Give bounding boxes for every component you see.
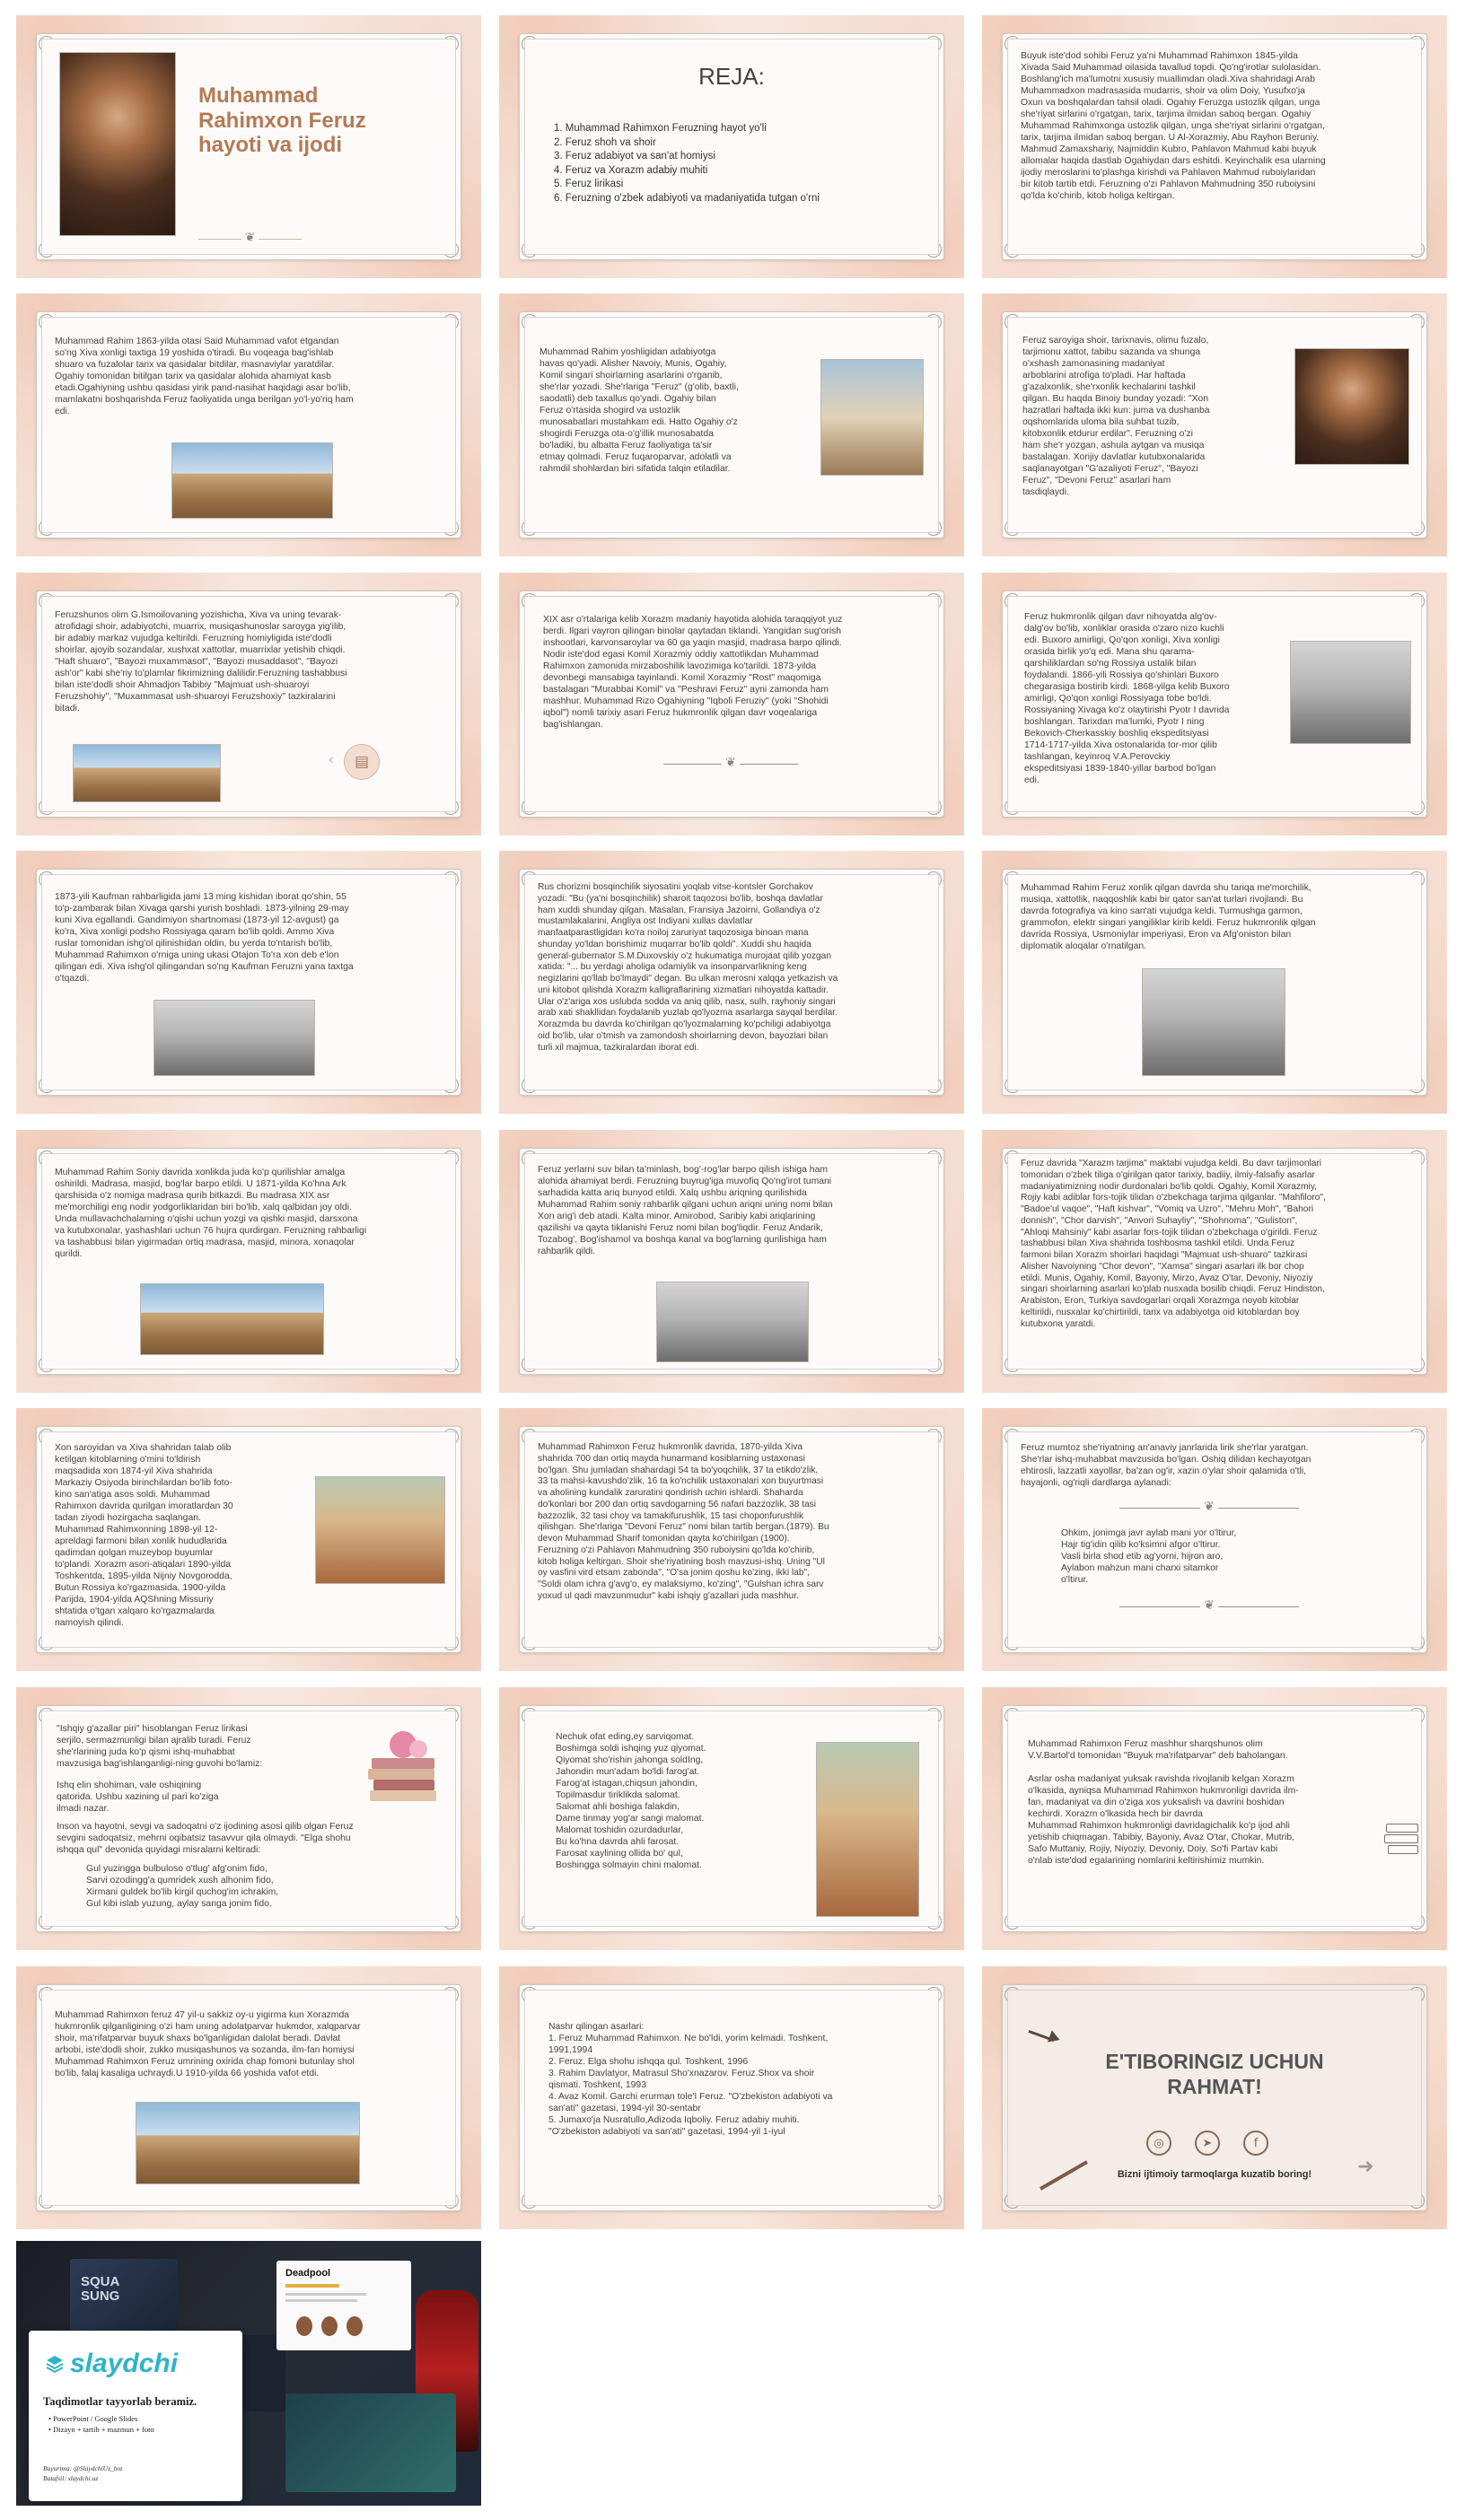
body-text: Feruz yerlarni suv bilan ta'minlash, bog'-rog'lar barpo qilish ishiga ham alohida ahamiyat berdi. Feruzning buyrug'iga muvofiq Qo'ng'irot tumani sarhadida katta ariq bunyod etildi. Xalq ushbu ariqning qurilishida Muhammad Rahim soniy rahbarlik qilgani uchun ariqni uning nomi bilan Xon arig'i deb atadi. Kalta minor, Amirobod, Saribiy kabi ariqlarining qazilishi va qayta tiklanishi Feruz nomi bilan bog'liqdir. Feruz Andarik, Tozabog', Bog'ishamol va boshqa kanal va bog'larning qurilishiga ham rahbarlik qildi.	[538, 1165, 833, 1256]
woman-painting-image	[816, 1742, 919, 1917]
preview-slide-text: SQUA SUNG	[81, 2274, 120, 2304]
body-text: Muhammad Rahimxon Feruz mashhur sharqshunos olim V.V.Bartol'd tomonidan "Buyuk ma'rifatparvar" deb baholangan. Asrlar osha madaniyat yuksak ravishda rivojlanib kelgan Xorazm o'lkasida, ayniqsa Muhammad Rahimxon hukmronligi davrida ilm- fan, madaniyat va din o'ziga xos yuksalish va davrini boshidan kechirdi. Xorazm o'lkasida hech bir davrda Muhammad Rahimxon hukmronligi davridagichalik ko'p ijod ahli yetishib chiqmagan. Tabibiy, Bayoniy, Avaz O'tar, Chokar, Mutrib, Safo Muttaniy, Rojiy, Niyoziy, Devoniy, Doiy, So'fi Partav kabi o'nlab iste'dod egalarining nomlarini keltirishimiz mumkin.	[1028, 1739, 1299, 1866]
slide-biography	[982, 15, 1447, 278]
presentation-title: Muhammad Rahimxon Feruz hayoti va ijodi	[198, 83, 366, 158]
ad-card	[29, 2331, 242, 2501]
slide-card	[36, 869, 461, 1096]
khiva-minaret-image	[73, 744, 221, 802]
body-text: 1873-yili Kaufman rahbarligida jami 13 ming kishidan iborat qo'shin, 55 to'p-zambarak bilan Xivaga qarshi yurish boshladi. 1873-yilning 29-may kuni Xiva egallandi. Gandimiyon shartnomasi (1873-yil 12-avgust) ga ko'ra, Xiva xonligi podsho Rossiyaga qaram bo'lib qoldi. Ammo Xiva ruslar tomonidan ishg'ol qilinishidan oldin, bu yerda to'ntarish bo'lib, Muhammad Rahimxon o'rniga uning ukasi Otajon To'ra xon deb e'lon qilingan edi. Xiva ishg'ol qilingandan so'ng Kaufman Feruzni yana taxtga o'tqazdi.	[55, 892, 354, 984]
ad-headline: Taqdimotlar tayyorlab beramiz.	[43, 2395, 197, 2408]
book-stack-icon	[1384, 1818, 1422, 1859]
avatar	[321, 2316, 338, 2336]
body-text: Muhammad Rahimxon feruz 47 yil-u sakkiz oy-u yigirma kun Xorazmda hukmronlik qilganligining o'zi ham uning adolatparvar hukmdor, xalqparvar shoir, ma'rifatparvar buyuk shaxs bo'lganligidan dalolat beradi. Davlat arbobi, iste'dodli shoir, zukko musiqashunos va sozanda, ilm-fan homiysi Muhammad Rahimxon Feruz umrining oxirida chap fomoni butunlay shol bo'lib, falaj kasaliga uchraydi.U 1910-yilda 66 yoshida vafot etdi.	[55, 2010, 361, 2078]
body-text: Muhammad Rahim Feruz xonlik qilgan davrda shu tariqa me'morchilik, musiqa, xattotlik, naqqoshlik kabi bir qator san'at turlari rivojlandi. Bu davrda fotografiya va kino san'ati vujudga keldi. Turmushga garmon, grammofon, elektr singari yangiliklar kirib keldi. Feruz hukmronlik qilgan davrida Rossiya, Usmoniylar imperiyasi, Eron va Afg'oniston bilan diplomatik aloqalar o'rnatilgan.	[1021, 883, 1316, 951]
slide-throne	[16, 293, 481, 556]
preview-slide-deadpool	[276, 2261, 411, 2350]
facebook-icon[interactable]: f	[1243, 2131, 1268, 2156]
slide-card	[519, 591, 944, 818]
slide-card	[1002, 311, 1427, 538]
slide-lyrics	[982, 1408, 1447, 1671]
ad-banner	[16, 2241, 481, 2506]
body-text: Xon saroyidan va Xiva shahridan talab olib ketilgan kitoblarning o'mini to'ldirish maqsadida xon 1874-yil Xiva shahrida Markaziy Osiyoda birinchilardan bo'lib foto- kino san'atiga asos soldi. Muhammad Rahimxon davrida qurilgan imoratlardan 30 tadan ziyodi hozirgacha saqlangan. Muhammad Rahimxonning 1898-yil 12- apreldagi farmoni bilan xonlik hududlarida qadimdan qolgan muzeybop buyumlar to'plandi. Xorazm asori-atiqalari 1890-yilda Toshkentda, 1895-yilda Nijniy Novgorodda, Butun Rossiya ko'rgazmasida, 1900-yilda Parijda, 1904-yilda AQShning Missuriy shtatida o'tgan xalqaro ko'rgazmalarda namoyish qilindi.	[55, 1443, 233, 1628]
slide-death	[16, 1966, 481, 2229]
slide-court	[982, 293, 1447, 556]
slide-gorchakov	[499, 851, 964, 1114]
slide-card	[519, 1705, 944, 1932]
body-text: XIX asr o'rtalariga kelib Xorazm madaniy hayotida alohida taraqqiyot yuz berdi. Ilgari vayron qilingan binolar qaytadan tiklandi. Yangidan sug'orish inshootlari, karvonsaroylar va 60 ga yaqin masjid, madrasa barpo qilindi. Nodir iste'dod egasi Komil Xorazmiy oddiy xattotlikdan Muhammad Rahimxon zamonida mirzaboshilik lavozimiga ko'tarildi. 1873-yilda devonbegi mansabiga tayinlandi. Komil Xorazmiy "Rost" maqomiga bastalagan "Murabbai Komil" va "Peshravi Feruz" ayni zamonda ham mashhur. Muhammad Rizo Ogahiyning "Iqboli Feruziy" (yoki "Shohidi iqbol") nomli tarixiy asari Feruz hukmronlik qilgan davr voqealariga bag'ishlangan.	[543, 615, 843, 730]
ad-bullets	[48, 2413, 154, 2436]
slide-card	[36, 33, 461, 260]
slide-youth	[499, 293, 964, 556]
slide-card	[1002, 33, 1427, 260]
slide-card	[1002, 591, 1427, 818]
slide-card	[36, 1984, 461, 2211]
slide-card	[519, 1426, 944, 1653]
preview-slide	[285, 2393, 456, 2492]
slide-card	[1002, 1148, 1427, 1375]
avatar	[296, 2316, 312, 2336]
slide-card	[519, 1984, 944, 2211]
mosque-photo-image	[656, 1282, 809, 1362]
telegram-icon[interactable]: ➤	[1195, 2131, 1220, 2156]
portrait-image	[59, 52, 176, 236]
thanks-title: E'TIBORINGIZ UCHUN RAHMAT!	[1105, 2050, 1324, 2098]
madrasa-painting-image	[315, 1476, 445, 1584]
ad-bullet: • PowerPoint / Google Slides	[48, 2414, 138, 2423]
ad-footer	[43, 2463, 122, 2484]
slide-card	[519, 311, 944, 538]
preview-slide-title: Deadpool	[285, 2268, 331, 2279]
avatar	[347, 2316, 363, 2336]
logo-icon	[45, 2354, 65, 2374]
body-text: Feruz saroyiga shoir, tarixnavis, olimu fuzalo, tarjimonu xattot, tabibu sazanda va shunga o'xshash zamonasining madaniyat arboblarini atrofiga to'pladi. Har haftada g'azalxonlik, she'rxonlik kechalarini tashkil qilgan. Bu haqda Binoiy bunday yozadi: "Xon hazratlari haftada ikki kun: juma va dushanba oqshomlarida uloma bila suhbat tuzib, kitobxonlik etdurur erdilar". Feruzning o'zi ham she'r yozgan, ashula aytgan va musiqa bastalagan. Xorijiy davlatlar kutubxonalarida saqlanayotgan "G'azaliyoti Feruz", "Bayozi Feruz", "Devoni Feruz" asarlari ham tasdiqlaydi.	[1022, 336, 1210, 497]
slide-literary-center	[16, 573, 481, 836]
body-text: Feruz hukmronlik qilgan davr nihoyatda alg'ov- dalg'ov bo'lib, xonliklar orasida o'zaro nizo kuchli edi. Buxoro amirligi, Qo'qon xonligi, Xiva xonligi orasida birlik yo'q edi. Mana shu qarama- qarshiliklardan so'ng Rossiya ustalik bilan foydalandi. 1866-yili Rossiya qo'shinlari Buxoro chegarasiga bostirib kirdi. 1868-yilga kelib Buxoro amirligi, Qo'qon xonligi Rossiyaga tobe bo'ldi. Rossiyaning Xivaga ko'z olaytirishi Pyotr I davrida boshlangan. Tarixdan ma'lumki, Pyotr I ning Bekovich-Cherkasskiy boshliq ekspeditsiyasi 1714-1717-yilda Xiva ostonalarida tor-mor qilib tashlangan, keyinroq V.A.Perovckiy ekspeditsiyasi 1839-1840-yillar barbod bo'lgan edi.	[1024, 612, 1230, 785]
slide-card	[519, 869, 944, 1096]
slide-crafts	[499, 1408, 964, 1671]
fortress-engraving-image	[1290, 641, 1411, 744]
slide-card	[519, 1148, 944, 1375]
plan-item: 4. Feruz va Xorazm adabiy muhiti	[554, 164, 708, 176]
slide-card	[1002, 1984, 1427, 2211]
slide-construction	[16, 1130, 481, 1393]
slide-card	[36, 1426, 461, 1653]
feruz-portrait-image	[1294, 348, 1409, 465]
plan-title: REJA:	[698, 63, 765, 90]
poet-portrait-image	[820, 359, 924, 476]
body-text: Buyuk iste'dod sohibi Feruz ya'ni Muhammad Rahimxon 1845-yilda Xivada Said Muhammad oilasida tavallud topdi. Qo'ng'irotlar sulolasidan. Boshlang'ich ma'lumotni xususiy muallimdan oladi.Xiva shahridagi Arab Muhammadxon madrasasida mudarris, shoir va olim Doiy, Yusufxo'ja Oxun va boshqalardan tahsil oladi. Ogahiy Feruzga ustozlik qilgan, unga she'riyat sirlarini o'rgatgan, tarix, tarjima ilmidan saboq bergan. Ogahiy Muhammad Rahimxonga ustozlik qilgan, unga she'riyat sirlarini o'rgatgan, tarix, tarjima ilmidan saboq bergan. U Al-Xorazmiy, Abu Rayhon Beruniy, Mahmud Zamaxshariy, Najmiddin Kubro, Pahlavon Mahmud kabi buyuk allomalar haqida dastlab Ogahiydan dars eshitdi. Keyinchalik esa ularning ijodiy meroslarini to'plashga kirishdi va Pahlavon Mahmud ruboiylaridan bir kitob tartib etdi. Feruzning o'zi Pahlavon Mahmudning 350 ruboiysini qo'lda ko'chirib, kitob holiga keltirgan.	[1021, 51, 1326, 201]
body-text: Feruz mumtoz she'riyatning an'anaviy janrlarida lirik she'rlar yaratgan. She'rlar ishq-muhabbat mavzusida bo'lgan. Oshiq dilidan kechayotgan ehtirosli, lazzatli xayollar, ba'zan og'ir, xazin o'ylar shoir qalamida o'tli, hayajonli, og'riqli dardlarga aylanadi:	[1021, 1443, 1311, 1488]
slide-card	[36, 591, 461, 818]
plan-item: 3. Feruz adabiyot va san'at homiysi	[554, 151, 715, 162]
body-text: "Ishqiy g'azallar piri" hisoblangan Feruz lirikasi serjilo, sermazmunligi bilan ajralib turadi. Feruz she'rlarining juda ko'p qismi ishq-muhabbat mavzusiga bag'ishlanganligi-ning guvohi bo'lamiz:	[57, 1724, 263, 1769]
ad-contact-bot[interactable]: Buyurtma: @SlaydchiUz_bot	[43, 2464, 123, 2472]
slide-card	[1002, 869, 1427, 1096]
slide-photo-cinema	[16, 1408, 481, 1671]
slide-card	[36, 1148, 461, 1375]
slide-poem	[499, 1687, 964, 1950]
slide-irrigation	[499, 1130, 964, 1393]
books-flowers-illustration	[364, 1722, 441, 1807]
slide-thanks	[982, 1966, 1447, 2229]
slide-reja	[499, 15, 964, 278]
slide-card	[519, 33, 944, 260]
document-icon: ▤	[344, 744, 380, 780]
slide-translation-school	[982, 1130, 1447, 1393]
ornament-divider	[663, 764, 798, 765]
slide-love-lyrics	[16, 1687, 481, 1950]
slide-bartold	[982, 1687, 1447, 1950]
slide-card	[36, 1705, 461, 1932]
plan-item: 2. Feruz shoh va shoir	[554, 136, 656, 148]
arrow-icon	[1028, 2028, 1064, 2043]
body-text: Muhammad Rahim Soniy davrida xonlikda juda ko'p qurilishlar amalga oshirildi. Madrasa, masjid, bog'lar barpo etildi. U 1871-yilda Ko'hna Ark qarshisida o'z nomiga madrasa qurib bitkazdi. Bu madrasa XIX asr me'morchiligi eng nodir yodgorliklaridan biri bo'lib, xalq qalbidan joy oldi. Unda mullavachchalarning o'qishi uchun yozgi va qishki masjid, darsxona va kutubxonalar, yashashlari uchun 76 hujra qurdirgan. Feruzning rahbarligi va tashabbusi bilan yigirmadan ortiq madrasa, masjid, minora, xonaqolar qurildi.	[55, 1168, 367, 1259]
body-text: Rus chorizmi bosqinchilik siyosatini yoqlab vitse-kontsler Gorchakov yozadi: "Bu (ya'ni bosqinchilik) sharoit taqozosi bo'lib, boshqa davlatlar ham xuddi shunday qilgan. Masalan, Fransiya Jazoirni, Gollandiya o'z mustamlakalarini, Angliya ost Indiyani xullas davlatlar manfaatparastligidan ko'ra noiloj zaruriyat taqozosiga binoan mana shunday yo'ldan borishimiz muqarrar bo'lib qoldi". Xuddi shu haqida general-gubernator S.M.Duxovskiy o'z hukumatiga murojaat qilib yozgan xatida: "... bu yerdagi aholiga odamiylik va insonparvarlikning keng negizlarini qo'llab bo'lmaydi" degan. Bu ulkan merosni xalqqa yetkazish va uni kitobot qilishda Xorazm kalligraflarining xizmatlari nihoyatda kattadir. Ular o'z'ariga xos uslubda sodda va aniq qilib, nasx, sulh, rayhoniy singari arab xati shakllidan foydalanib yuzlab qo'lyozma asarlarga sayqal berdilar. Xorazmda bu davrda ko'chirilgan qo'lyozmalarning ko'pchiligi adabiyotga oid bo'lib, ular o'tmish va zamondosh shoirlarning devon, bayozlari bilan turli xil majmua, tazkiralardan iborat edi.	[538, 882, 838, 1053]
instagram-icon[interactable]: ◎	[1146, 2131, 1171, 2156]
plan-item: 6. Feruzning o'zbek adabiyoti va madaniyatida tutgan o'rni	[554, 192, 820, 204]
khiva-panorama-image	[140, 1283, 324, 1355]
ornament-divider	[1119, 1606, 1299, 1607]
ad-contact-site[interactable]: Batafsil: slaydchi.uz	[43, 2474, 99, 2483]
body-text: Inson va hayotni, sevgi va sadoqatni o'z ijodining asosi qilib olgan Feruz sevgini sadoqatsiz, mehrni oqibatsiz tasavvur qila olmaydi. "Elga shohu ishqqa qul" devonida quyidagi misralarni keltiradi:	[57, 1822, 354, 1855]
poem-text: Nechuk ofat eding,ey sarviqomat. Boshimga soldi ishqing yuz qiyomat. Qiyomat sho'rishin jahonga soldIng, Jahondin mun'adam bo'ldi farog'at. Farog'at istagan,chiqsun jahondin, Topilmasdur tiriklikda salomat. Salomat ahli boshiga falakdin, Dame tinmay yog'ar sangi malomat. Malomat toshidin ozurdadurlar, Bu ko'hna davrda ahli farosat. Farosat xaylining ollida bo' qul, Boshingga solmayin chini malomat.	[556, 1732, 706, 1870]
khiva-wall-image	[136, 2102, 360, 2184]
khiva-city-image	[171, 442, 333, 519]
slide-card	[1002, 1705, 1427, 1932]
slide-russian-conquest	[982, 573, 1447, 836]
body-text: Muhammad Rahimxon Feruz hukmronlik davrida, 1870-yilda Xiva shahrida 700 dan ortiq mayda hunarmand kosiblarning ustaxonasi bo'lgan. Shu jumladan shahardagi 54 ta bo'yoqchilik, 37 ta etikdo'zlik, 33 ta mahsi-kavushdo'zlik, 16 ta ko'nchilik ustaxonalari xon buyurtmasi va aholining kundalik zaruratini qondirish uchin ishlardi. Shaharda do'konlari bor 200 dan ortiq savdogarning 56 nafari bazzozlik, 38 tasi bazzozlik, 32 tasi choy va tamakifurushlik, 15 tasi choponfurushlik qilishgan. She'rlariga "Devoni Feruz" nomi bilan tartib bergan.(1879). Bu devon Muhammad Sharif tomonidan qayta ko'chirilgan (1900). Feruzning o'zi Pahlavon Mahmudning 350 ruboiysini qo'lda ko'chirib, kitob holiga keltirgan. Shoir she'riyatining bosh mavzusi-ishq. Uning "Ul oy vasfini vird etsam zabonda", "O'sa jonim qoshu ko'zing, ikki lab", "Soldi olam ichra g'avg'o, ey malaksiymo, ko'zing", "Gulshan ichra sarv yoxud ul qadi mavzunmudur" kabi ishqiy g'azallari juda mashhur.	[538, 1442, 829, 1601]
divider-line	[198, 239, 302, 240]
slide-card	[1002, 1426, 1427, 1653]
poem-text: Gul yuzingga bulbuloso o'tlug' afg'onim fido, Sarvi ozodingg'a qumridek xush alhonim fido, Xirmani guldek bo'lib kirgil quchog'im ichrakim, Gul kibi islab yuzung, aylay sanga jonim fido.	[86, 1864, 279, 1909]
brand-logo: slaydchi	[70, 2349, 179, 2378]
ad-bullet: • Dizayn + tartib + mazmun + foto	[48, 2425, 154, 2435]
body-text: Muhammad Rahim 1863-yilda otasi Said Muhammad vafot etgandan so'ng Xiva xonligi taxtiga 19 yoshida o'tiradi. Bu voqeaga bag'ishlab shuaro va fuzalolar tarix va qasidalar bitdilar, masnaviylar yaratdilar. Ogahiy tomonidan bitilgan tarix va qasidalar alohida ahamiyat kasb etadi.Ogahiyning ushbu qasidasi yirik pand-nasihat haqidagi asar bo'lib, mamlakatni boshqarishda Feruz faoliyatida unga berilgan yo'l-yo'riq ham edi.	[55, 337, 354, 416]
plan-list	[554, 122, 820, 206]
thanks-subtitle: Bizni ijtimoiy tarmoqlarga kuzatib boring!	[1117, 2169, 1312, 2180]
body-text: Feruz davrida "Xarazm tarjima" maktabi vujudga keldi. Bu davr tarjimonlari tomonidan o'zbek tiliga o'girilgan qator tarixiy, badiiy, ilmiy-falsafiy asarlar madaniyatimizning nodir durdonalari bo'lib qoldi. Ogahiy, Komil Xorazmiy, Rojiy kabi adiblar fors-tojik tilidan o'zbekchaga tarjima qilganlar. "Mahfiloro", "Badoe'ul vaqoe", "Haft kishvar", "Vomiq va Uzro", "Mehru Moh", "Bahori donnish", "Chor darvish", "Anvori Suhayliy", "Shohnoma", "Guliston", "Ahloqi Mahsiniy" kabi asarlar fors-tojik tilidan o'zbekchaga o'girildi. Feruz tashabbusi bilan Xiva shahrida toshbosma tashkil etildi. Unda Feruz farmoni bilan Xorazm shoirlari haqidagi "Majmuat ush-shuaro" tazkirasi Alisher Navoiyning "Chor devon", "Xamsa" singari asarlari ilk bor chop etildi. Munis, Ogahiy, Komil, Bayoniy, Mirzo, Avaz O'tar, Devoniy, Niyoziy singari shoirlarning asarlari ko'plab nusxada bosilib chiqdi. Feruz Hindiston, Arabiston, Eron, Turkiya savdogarlari orqali Xorazmga noyob kitoblar keltirildi, nusxalar ko'chirtirildi, tarix va adabiyotga oid kitoblardan boy kutubxona yaratdi.	[1021, 1159, 1326, 1329]
slide-publications	[499, 1966, 964, 2229]
plan-item: 1. Muhammad Rahimxon Feruzning hayot yo'li	[554, 123, 767, 134]
body-text: Muhammad Rahim yoshligidan adabiyotga havas qo'yadi. Alisher Navoiy, Munis, Ogahiy, Komil singari shoirlarning asarlarini o'rganib, she'rlar yozadi. She'rlariga "Feruz" (g'olib, baxtli, saodatli) deb taxallus qo'yadi. Ogahiy bilan Feruz o'rtasida shogird va ustozlik munosabatlari mustahkam edi. Hatto Ogahiy o'z shogirdi Feruzga ota-o'g'illik munosabatda bo'ladiki, bu albatta Feruz faoliyatiga ta'sir etmay qolmadi. Feruz fuqaroparvar, adolatli va rahmdil shohlardan biri sifatida talqin etiladilar.	[540, 347, 739, 474]
slide-card	[36, 311, 461, 538]
khiva-engraving-image	[154, 1000, 315, 1076]
poem-text: Ishq elin shohiman, vale oshiqining qatorida. Ushbu xazining ul pari ko'ziga ilmadi nazar.	[57, 1781, 219, 1814]
body-text: Feruzshunos olim G.Ismoilovaning yozishicha, Xiva va uning tevarak- atrofidagi shoir, adabiyotchi, muarrix, musiqashunoslar saroyga yig'ilib, bir adabiy markaz vujudga keltirildi. Feruzning homiyligida iste'dodli shoirlar, ajoyib sozandalar, xushxat xattotlar, muarrixlar yetishib chiqdi. "Haft shuaro", "Bayozi muxammasot", "Bayozi musaddasot", "Bayozi ash'or" kabi she'riy to'plamlar fikrimizning dalilidir.Feruzning tashabbusi bilan iste'dodli shoir Ahmadjon Tabibiy "Majmuat ush-shuaroyi Feruzshohiy", "Muxammasat ush-shuaroyi Feruzshoxiy" tazkiralarini bitadi.	[55, 610, 347, 713]
plan-item: 5. Feruz lirikasi	[554, 179, 624, 190]
chevron-left-icon: ‹	[329, 753, 334, 767]
body-text: Nashr qilingan asarlari: 1. Feruz Muhammad Rahimxon. Ne bo'ldi, yorim kelmadi. Toshkent, 1991,1994 2. Feruz. Elga shohu ishqqa qul. Toshkent, 1996 3. Rahim Davlatyor, Matrasul Sho'xnazarov. Feruz.Shox va shoir qismati. Toshkent, 1993 4. Avaz Komil. Garchi erurman tole'I Feruz. "O'zbekiston adabiyoti va san'ati" gazetasi, 1994-yil 30-sentabr 5. Jumaxo'ja Nusratullo,Adizoda Iqboliy. Feruz adabiy muhiti. "O'zbekiston adabiyoti va san'ati" gazetasi, 1994-yil 1-iyul	[548, 2022, 833, 2137]
arrow-right-icon: ➜	[1357, 2156, 1374, 2178]
slide-arts	[982, 851, 1447, 1114]
poem-text: Ohkim, jonimga javr aylab mani yor o'ltirur, Hajr tig'idin qilib ko'ksimni afgor o'ltirur. Vasli birla shod etib ag'yorni, hijron aro, Aylabon mahzun mani charxi sitamkor o'ltirur.	[1061, 1528, 1237, 1585]
slide-kaufman	[16, 851, 481, 1114]
city-gate-image	[1142, 968, 1285, 1076]
ornament-divider	[1119, 1508, 1299, 1509]
slide-xorazm-culture	[499, 573, 964, 836]
slide-title	[16, 15, 481, 278]
